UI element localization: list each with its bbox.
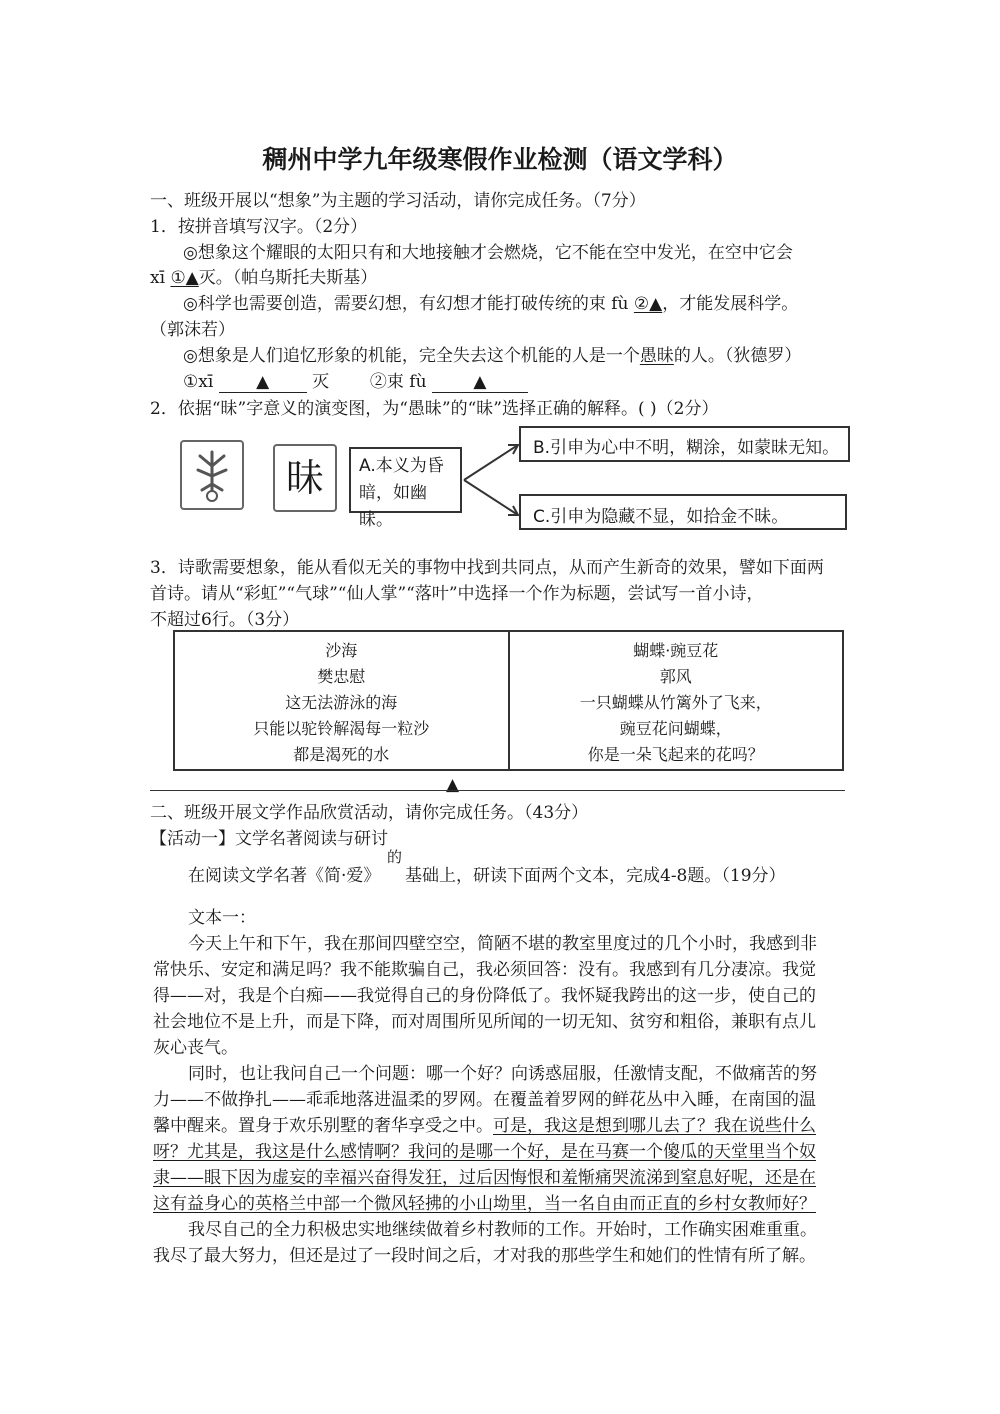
poem-author: 郭风	[659, 667, 692, 686]
poem-shahai: 沙海 樊忠慰 这无法游泳的海 只能以驼铃解渴每一粒沙 都是渴死的水	[174, 631, 509, 770]
q1-author-guo: （郭沫若）	[150, 320, 235, 340]
q1-sentence-1-tail: 灭。（帕乌斯托夫斯基）	[198, 268, 378, 288]
activity1-heading: 【活动一】文学名著阅读与研讨	[150, 829, 388, 849]
q3-line-3: 不超过6行。（3分）	[150, 610, 300, 630]
para2-line: 力——不做挣扎——乖乖地落进温柔的罗网。在覆盖着罗网的鲜花丛中入睡，在南国的温	[153, 1090, 816, 1110]
q1-pinyin-xi: xī	[150, 268, 166, 288]
poem-table	[173, 630, 844, 771]
q1-blank-1: ①▲	[170, 268, 199, 288]
q3-answer-line[interactable]	[150, 790, 845, 791]
meaning-box-c: C.引申为隐藏不显，如拾金不昧。	[519, 494, 847, 530]
q1-prompt: 1．按拼音填写汉字。（2分）	[150, 217, 368, 237]
para2-line: 馨中醒来。置身于欢乐别墅的奢华享受之中。可是，我这是想到哪儿去了？我在说些什么	[153, 1116, 816, 1136]
poem-author: 樊忠慰	[317, 667, 366, 686]
page-title: 稠州中学九年级寒假作业检测（语文学科）	[262, 145, 738, 174]
para3-line: 我尽自己的全力积极忠实地继续做着乡村教师的工作。开始时，工作确实困难重重。	[188, 1220, 817, 1240]
para2-line: 同时，也让我问自己一个问题：哪一个好？向诱惑屈服，任激情支配，不做痛苦的努	[188, 1064, 817, 1084]
q3-line-2: 首诗。请从“彩虹”“气球”“仙人掌”“落叶”中选择一个作为标题，尝试写一首小诗，	[150, 584, 764, 604]
section2-heading: 二、班级开展文学作品欣赏活动，请你完成任务。（43分）	[150, 803, 589, 823]
modern-character-box	[273, 444, 337, 512]
q3-line-1: 3．诗歌需要想象，能从看似无关的事物中找到共同点，从而产生新奇的效果，譬如下面两	[150, 558, 824, 578]
reading-intro-b: 基础上，研读下面两个文本，完成4-8题。（19分）	[405, 866, 786, 886]
oracle-glyph-icon	[182, 442, 242, 508]
underlined-passage: 可是，我这是想到哪儿去了？我在说些什么	[493, 1116, 816, 1136]
text1-label: 文本一：	[188, 908, 256, 928]
para1-line: 得——对，我是个白痴——我觉得自己的身份降低了。我怀疑我跨出的这一步，使自己的	[153, 986, 816, 1006]
poem-title: 蝴蝶·豌豆花	[633, 641, 719, 660]
underlined-passage: 隶——眼下因为虚妄的幸福兴奋得发狂，过后因悔恨和羞惭痛哭流涕到窒息好呢，还是在	[153, 1168, 816, 1188]
reading-intro-a: 在阅读文学名著《简·爱》	[188, 866, 381, 886]
q2-prompt: 2．依据“昧”字意义的演变图，为“愚昧”的“昧”选择正确的解释。( )（2分）	[150, 399, 719, 419]
meaning-box-a: A.本义为昏 暗，如幽昧。	[349, 447, 462, 513]
q1-sentence-3: ◎想象是人们追忆形象的机能，完全失去这个机能的人是一个愚昧的人。（狄德罗）	[183, 346, 802, 366]
underlined-passage: 这有益身心的英格兰中部一个微风轻拂的小山坳里，当一名自由而正直的乡村女教师好？	[153, 1194, 816, 1214]
para1-line: 今天上午和下午，我在那间四壁空空，简陋不堪的教室里度过的几个小时，我感到非	[188, 934, 817, 954]
q1-blank-2: ②▲	[633, 294, 663, 314]
section1-heading: 一、班级开展以“想象”为主题的学习活动，请你完成任务。（7分）	[150, 191, 646, 211]
poem-title: 沙海	[325, 641, 358, 660]
ancient-character-image	[180, 440, 244, 510]
para3-line: 我尽了最大努力，但还是过了一段时间之后，才对我的那些学生和她们的性情有所了解。	[153, 1246, 816, 1266]
para1-line: 常快乐、安定和满足吗？我不能欺骗自己，我必须回答：没有。我感到有几分凄凉。我觉	[153, 960, 816, 980]
poem-butterfly: 蝴蝶·豌豆花 郭风 一只蝴蝶从竹篱外了飞来， 豌豆花问蝴蝶， 你是一朵飞起来的花吗？	[509, 631, 844, 770]
q1-sentence-1-cont	[150, 265, 377, 291]
para1-line: 社会地位不是上升，而是下降，而对周围所见所闻的一切无知、贫穷和粗俗，兼职有点儿	[153, 1012, 816, 1032]
yumei-word: 愚昧	[639, 346, 674, 366]
answer-blank-1[interactable]: ▲	[219, 372, 307, 393]
inserted-char: 的	[387, 848, 403, 866]
q1-answer-line: ①xī ▲ 灭 ②束 fù ▲	[183, 369, 528, 395]
q3-answer-mark: ▲	[446, 775, 460, 795]
mei-character: 昧	[285, 456, 324, 500]
meaning-box-b: B.引申为心中不明，糊涂，如蒙昧无知。	[519, 426, 850, 462]
para1-line: 灰心丧气。	[153, 1038, 238, 1058]
q1-sentence-2: ◎科学也需要创造，需要幻想，有幻想才能打破传统的束 fù ②▲，才能发展科学。	[183, 294, 799, 314]
q1-sentence-1: ◎想象这个耀眼的太阳只有和大地接触才会燃烧，它不能在空中发光，在空中它会	[183, 243, 793, 263]
answer-blank-2[interactable]: ▲	[432, 372, 528, 393]
underlined-passage: 呀？尤其是，我这是什么感情啊？我问的是哪一个好，是在马赛一个傻瓜的天堂里当个奴	[153, 1142, 816, 1162]
